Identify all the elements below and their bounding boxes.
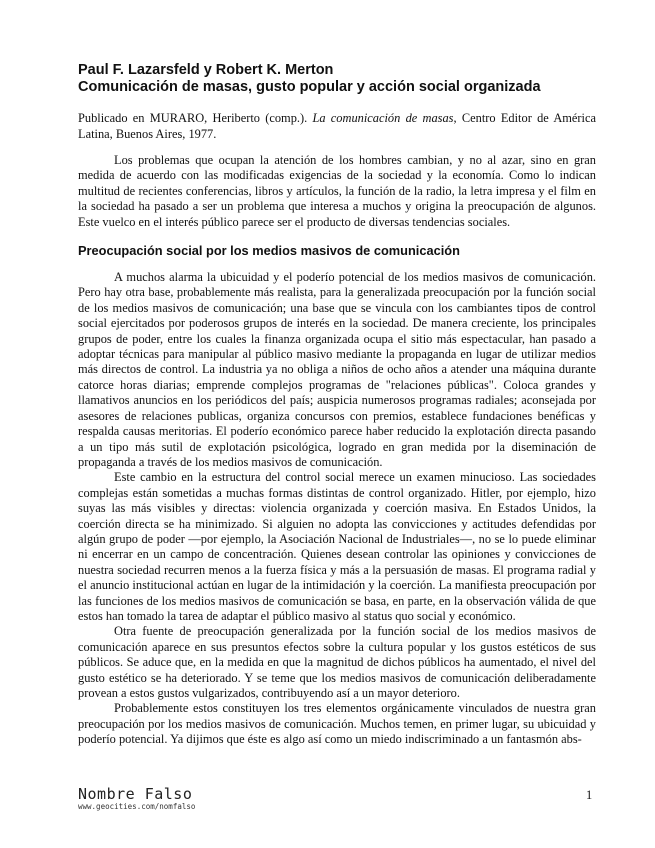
- body-paragraph: Probablemente estos constituyen los tres elementos orgánicamente vinculados de nuestra gran preocupación por los medios masivos de comunicación. Muchos temen, en primer lugar, su ubicuidad y poderío potencial. Ya dijimos que éste es algo así como un miedo indiscriminado a un fantasmón abs-: [78, 701, 596, 747]
- body-paragraph: Este cambio en la estructura del control social merece un examen minucioso. Las sociedades complejas están sometidas a muchas formas distintas de control organizado. Hitler, por ejemplo, hizo suyas las más visibles y directas: violencia organizada y coerción masiva. En Estados Unidos, la coerción directa se ha minimizado. Si alguien no adopta las convicciones y actitudes defendidas por algún grupo de poder —por ejemplo, la Asociación Nacional de Industriales—, no se lo puede eliminar ni encerrar en un campo de concentración. Quienes desean controlar las opiniones y convicciones de nuestra sociedad recurren menos a la fuerza física y más a la persuasión de masas. El programa radial y el anuncio institucional actúan en lugar de la intimidación y la coerción. La manifiesta preocupación por las funciones de los medios masivos de comunicación se basa, en parte, en la observación válida de que estos han tomado la tarea de adaptar el público masivo al status quo social y económico.: [78, 470, 596, 623]
- publication-info: [78, 110, 596, 142]
- section-heading: Preocupación social por los medios masivos de comunicación: [78, 243, 460, 259]
- logo-url: www.geocities.com/nomfalso: [78, 802, 196, 811]
- publication-book-title: La comunicación de masas: [312, 111, 454, 125]
- intro-paragraph: Los problemas que ocupan la atención de los hombres cambian, y no al azar, sino en gran medida de acuerdo con las modificadas exigencias de la sociedad y la economía. Como lo indican multitud de recientes conferencias, libros y artículos, la función de la radio, la letra impresa y el film en la sociedad ha pasado a ser un problema que interesa a muchos y origina la preocupación de algunos. Este vuelco en el interés público parece ser el producto de diversas tendencias sociales.: [78, 153, 596, 229]
- publisher-logo: [78, 786, 195, 811]
- publication-suffix: , Centro Editor de América Latina, Buenos Aires, 1977.: [78, 111, 596, 141]
- document-page: [78, 62, 596, 748]
- page-number: 1: [586, 788, 593, 802]
- publication-prefix: Publicado en MURARO, Heriberto (comp.).: [78, 111, 313, 125]
- body-paragraph: Otra fuente de preocupación generalizada por la función social de los medios masivos de comunicación aparece en sus presuntos efectos sobre la cultura popular y los gustos estéticos de sus públicos. Se aduce que, en la medida en que la magnitud de dichos públicos ha aumentado, el nivel del gusto estético se ha deteriorado. Y se teme que los medios masivos de comunicación deliberadamente provean a estos gustos vulgarizados, contribuyendo así a un mayor deterioro.: [78, 624, 596, 700]
- author-line: Paul F. Lazarsfeld y Robert K. Merton: [78, 62, 334, 78]
- logo-text: Nombre Falso: [78, 785, 193, 803]
- body-paragraph: A muchos alarma la ubicuidad y el poderío potencial de los medios masivos de comunicación. Pero hay otra base, probablemente más realista, para la generalizada preocupación por la función social de los medios masivos de comunicación; una base que se vincula con los cambiantes tipos de control social ejercitados por poderosos grupos de interés en la sociedad. De manera creciente, los principales grupos de poder, entre los cuales la finanza organizada ocupa el sitio más espectacular, han pasado a adoptar técnicas para manipular al público masivo mediante la propaganda en lugar de utilizar medios más directos de control. La industria ya no obliga a niños de ocho años a atender una máquina durante catorce horas diarias; emprende complejos programas de "relaciones públicas". Coloca grandes y llamativos anuncios en los periódicos del país; auspicia numerosos programas radiales; aconsejada por asesores de relaciones publicas, organiza concursos con premios, establece fundaciones benéficas y respalda causas meritorias. El poderío económico parece haber reducido la explotación directa pasando a un tipo más sutil de explotación psicológica, logrado en gran medida por la diseminación de propaganda a través de los medios masivos de comunicación.: [78, 270, 596, 469]
- document-title: Comunicación de masas, gusto popular y acción social organizada: [78, 79, 541, 95]
